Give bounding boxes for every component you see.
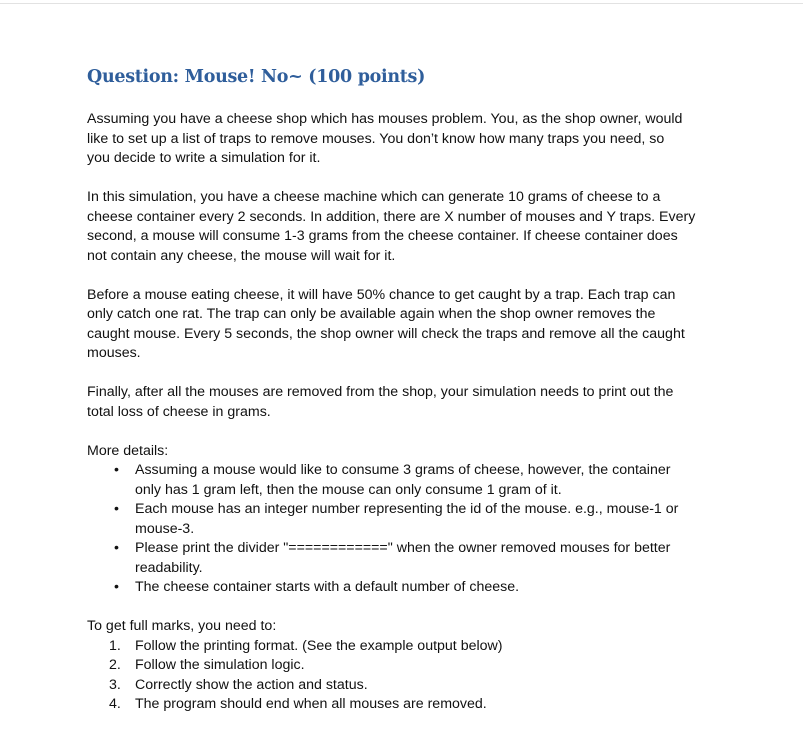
detail-line: Each mouse has an integer number representing the id of the mouse. e.g., mouse-1 or — [135, 501, 679, 517]
paragraph-line: total loss of cheese in grams. — [87, 403, 271, 420]
bullet-icon: • — [114, 462, 119, 478]
paragraph — [87, 110, 787, 169]
details-list — [87, 461, 787, 598]
paragraph-line: Assuming you have a cheese shop which has mouses problem. You, as the shop owner, would — [87, 111, 683, 127]
mark-text: The program should end when all mouses are removed. — [135, 696, 487, 712]
paragraph — [87, 383, 787, 422]
paragraph-line: mouses. — [87, 345, 141, 361]
paragraph-line: not contain any cheese, the mouse will wait for it. — [87, 247, 396, 264]
mark-text: Follow the simulation logic. — [135, 657, 305, 673]
detail-line: readability. — [135, 559, 203, 576]
paragraph-line: Before a mouse eating cheese, it will have 50% chance to get caught by a trap. Each trap can — [87, 286, 676, 303]
paragraph-line: second, a mouse will consume 1-3 grams from the cheese container. If cheese container does — [87, 228, 678, 244]
item-number: 2. — [109, 657, 121, 673]
document-page — [87, 64, 787, 734]
mark-item — [87, 676, 787, 696]
page-top-border — [0, 0, 803, 4]
detail-line: Assuming a mouse would like to consume 3 grams of cheese, however, the container — [135, 462, 671, 478]
paragraph — [87, 188, 787, 266]
item-number: 1. — [109, 637, 121, 654]
bullet-icon: • — [114, 501, 119, 517]
paragraph-line: caught mouse. Every 5 seconds, the shop owner will check the traps and remove all the caught — [87, 325, 685, 342]
paragraph-line: In this simulation, you have a cheese machine which can generate 10 grams of cheese to a — [87, 189, 661, 205]
detail-line: mouse-3. — [135, 520, 195, 537]
item-number: 4. — [109, 696, 121, 712]
paragraph-line: only catch one rat. The trap can only be available again when the shop owner removes the — [87, 306, 656, 322]
mark-item — [87, 637, 787, 657]
detail-line: only has 1 gram left, then the mouse can only consume 1 gram of it. — [135, 481, 562, 498]
mark-item — [87, 695, 787, 715]
mark-text: Follow the printing format. (See the example output below) — [135, 637, 503, 654]
paragraph-line: like to set up a list of traps to remove mouses. You don’t know how many traps you need, so — [87, 130, 665, 147]
detail-item — [87, 461, 787, 500]
detail-line: Please print the divider "============" when the owner removed mouses for better — [135, 540, 671, 556]
paragraph-line: Finally, after all the mouses are removed from the shop, your simulation needs to print out the — [87, 384, 674, 400]
paragraph — [87, 286, 787, 364]
paragraph-line: you decide to write a simulation for it. — [87, 150, 321, 166]
question-title: Question: Mouse! No~ (100 points) — [87, 67, 426, 87]
marks-heading: To get full marks, you need to: — [87, 618, 277, 634]
detail-item — [87, 539, 787, 578]
mark-item — [87, 656, 787, 676]
details-heading: More details: — [87, 442, 169, 459]
detail-item — [87, 500, 787, 539]
bullet-icon: • — [114, 540, 119, 556]
document-body — [87, 110, 787, 715]
item-number: 3. — [109, 676, 121, 693]
detail-item — [87, 578, 787, 598]
detail-line: The cheese container starts with a default number of cheese. — [135, 579, 520, 595]
marks-list — [87, 637, 787, 715]
paragraph-line: cheese container every 2 seconds. In addition, there are X number of mouses and Y traps. Every — [87, 208, 696, 225]
bullet-icon: • — [114, 579, 119, 595]
mark-text: Correctly show the action and status. — [135, 676, 368, 693]
